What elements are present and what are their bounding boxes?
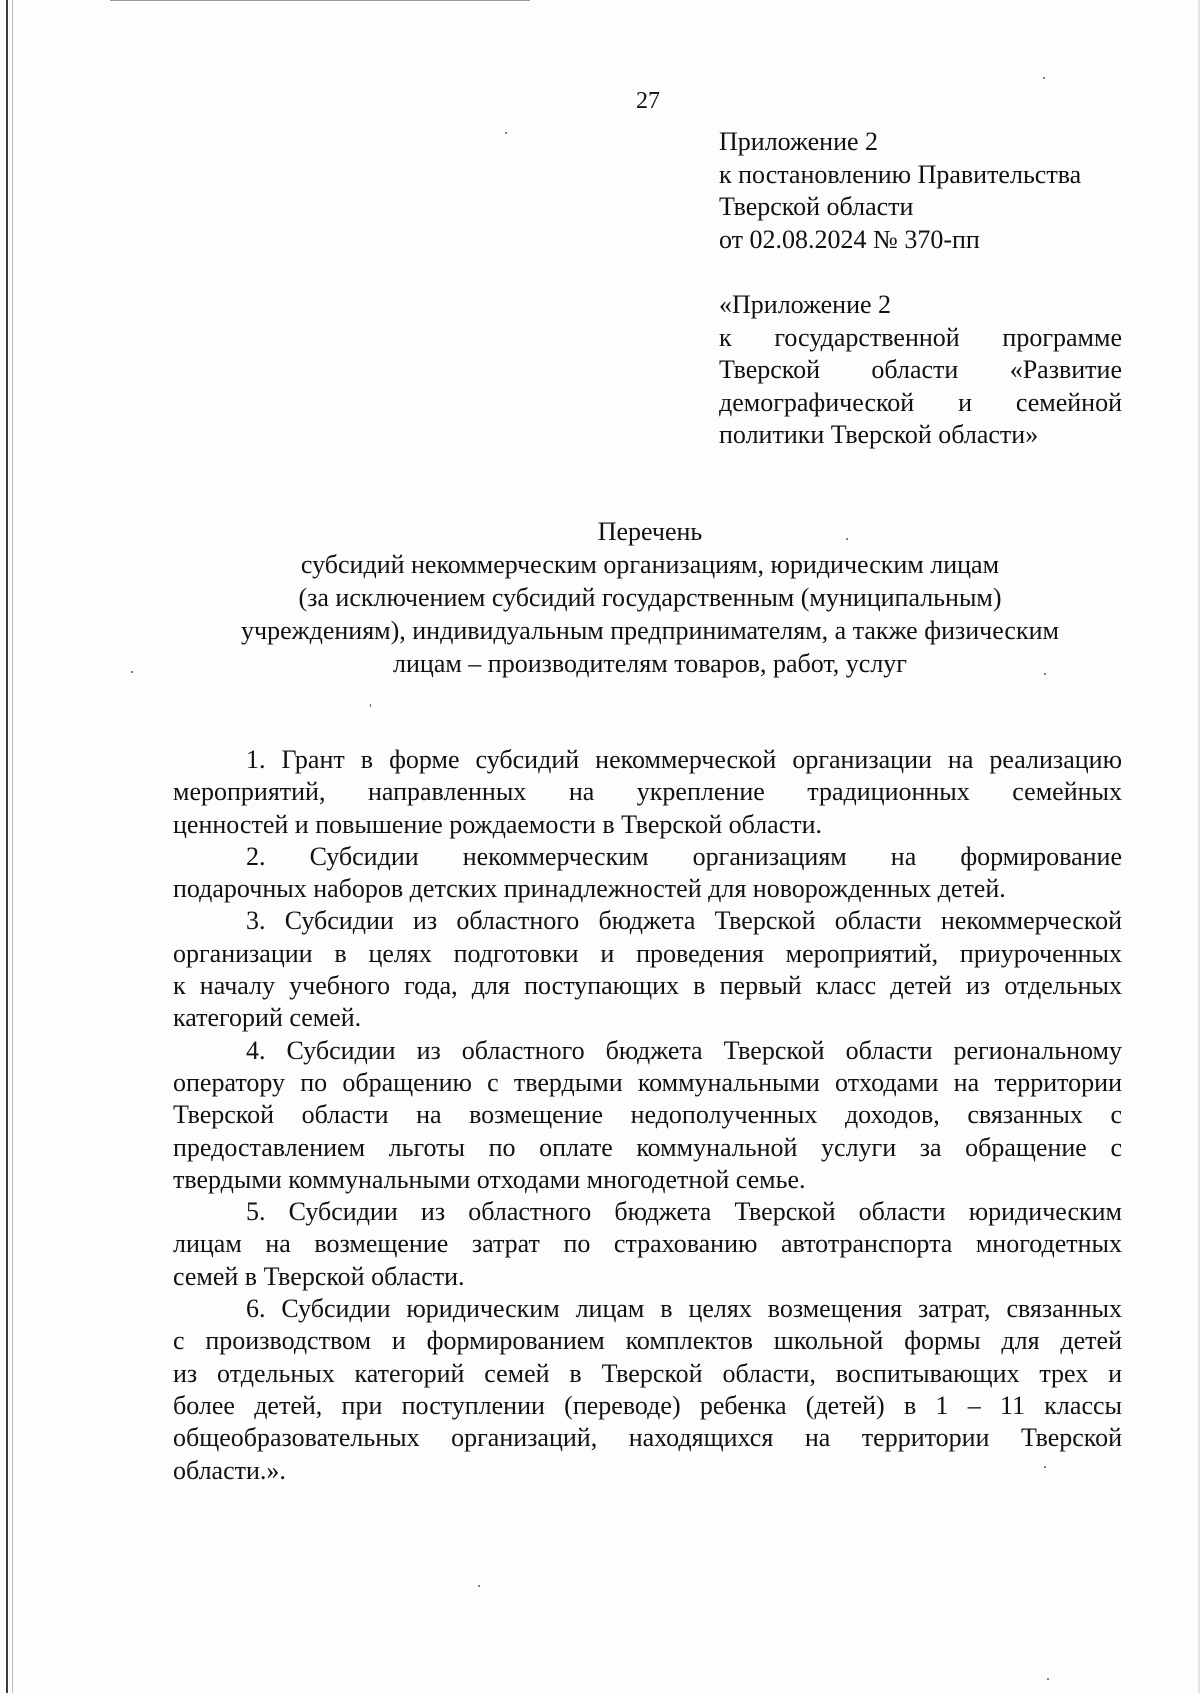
- scan-border-line: [110, 0, 530, 1]
- list-item-line: к началу учебного года, для поступающих в первый класс детей из отдельных: [173, 971, 1122, 1001]
- list-item-line: подарочных наборов детских принадлежностей для новорожденных детей.: [173, 874, 1006, 904]
- list-item-line: общеобразовательных организаций, находящихся на территории Тверской: [173, 1423, 1122, 1453]
- scan-speck: [1047, 1678, 1049, 1680]
- appendix-header: [719, 126, 1122, 256]
- appendix-header-line: Приложение 2: [719, 127, 879, 156]
- list-item-line: области.».: [173, 1455, 286, 1485]
- list-item-line: Тверской области на возмещение недополученных доходов, связанных с: [173, 1100, 1122, 1130]
- appendix-header-line: Тверской области: [719, 192, 914, 221]
- scan-speck: [370, 704, 371, 707]
- list-item-line: организации в целях подготовки и проведения мероприятий, приуроченных: [173, 938, 1122, 968]
- list-item: [173, 1196, 1122, 1293]
- scan-speck: [1043, 77, 1045, 79]
- list-item-line: категорий семей.: [173, 1003, 362, 1033]
- program-appendix-line: демографической и семейной: [719, 387, 1122, 417]
- list-item-line: с производством и формированием комплектов школьной формы для детей: [173, 1326, 1122, 1356]
- scan-speck: [131, 671, 133, 673]
- scan-speck: [505, 132, 507, 134]
- list-item: [173, 1293, 1122, 1487]
- list-item-line: оператору по обращению с твердыми коммунальными отходами на территории: [173, 1067, 1122, 1097]
- list-item-line: ценностей и повышение рождаемости в Тверской области.: [173, 809, 823, 839]
- list-item-line: 4. Субсидии из областного бюджета Тверской области региональному: [246, 1035, 1122, 1065]
- scan-border-line: [6, 0, 8, 1693]
- title-line: (за исключением субсидий государственным (муниципальным): [298, 583, 1002, 612]
- list-item-line: из отдельных категорий семей в Тверской области, воспитывающих трех и: [173, 1358, 1122, 1388]
- list-item-line: более детей, при поступлении (переводе) ребенка (детей) в 1 – 11 классы: [173, 1390, 1122, 1420]
- scan-border-line: [12, 0, 13, 1693]
- appendix-header-line: от 02.08.2024 № 370-пп: [719, 224, 980, 254]
- scan-speck: [478, 1585, 480, 1587]
- list-item-line: 2. Субсидии некоммерческим организациям на формирование: [246, 841, 1122, 871]
- document-title: [170, 515, 1130, 680]
- list-item-line: 6. Субсидии юридическим лицам в целях возмещения затрат, связанных: [246, 1294, 1122, 1324]
- list-item-line: 3. Субсидии из областного бюджета Тверской области некоммерческой: [246, 906, 1122, 936]
- list-item-line: 5. Субсидии из областного бюджета Тверской области юридическим: [246, 1197, 1122, 1227]
- program-appendix-line: «Приложение 2: [719, 290, 892, 319]
- list-item-line: мероприятий, направленных на укрепление традиционных семейных: [173, 777, 1122, 807]
- page-number: 27: [636, 88, 660, 114]
- appendix-header-line: к постановлению Правительства: [719, 159, 1082, 189]
- list-item: [173, 841, 1122, 906]
- title-line: учреждениям), индивидуальным предпринимателям, а также физическим: [241, 616, 1059, 645]
- list-item: [173, 905, 1122, 1034]
- title-heading: Перечень: [597, 517, 703, 546]
- list-item-line: лицам на возмещение затрат по страхованию автотранспорта многодетных: [173, 1229, 1122, 1259]
- list-item: [173, 744, 1122, 841]
- program-appendix-header: [719, 289, 1122, 452]
- list-item: [173, 1035, 1122, 1196]
- list-item-line: предоставлением льготы по оплате коммунальной услуги за обращение с: [173, 1132, 1122, 1162]
- title-line: лицам – производителям товаров, работ, услуг: [393, 649, 907, 678]
- list-item-line: твердыми коммунальными отходами многодетной семье.: [173, 1164, 806, 1194]
- program-appendix-line: Тверской области «Развитие: [719, 355, 1122, 384]
- list-item-line: 1. Грант в форме субсидий некоммерческой организации на реализацию: [246, 745, 1122, 774]
- list-item-line: семей в Тверской области.: [173, 1261, 465, 1291]
- program-appendix-line: к государственной программе: [719, 322, 1122, 352]
- subsidy-list: [173, 744, 1122, 1487]
- program-appendix-line: политики Тверской области»: [719, 420, 1039, 449]
- title-line: субсидий некоммерческим организациям, юридическим лицам: [300, 550, 1000, 579]
